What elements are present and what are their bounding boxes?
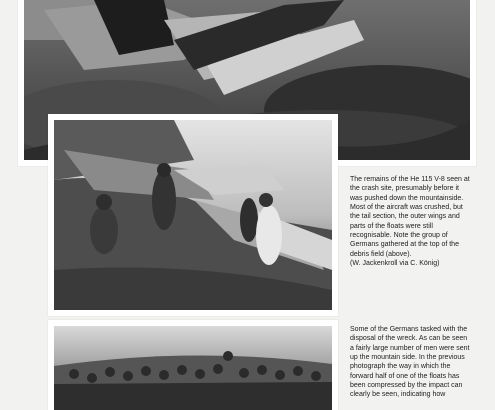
caption-disposal-crew: Some of the Germans tasked with the disposal of the wreck. As can be seen a fairly large number of men were sent up the mountain side. In the previous photograph the way in which the forward half of one of the floats has been compressed by the impact can clearly be seen, indicating how: [350, 326, 470, 399]
photo-crash-site-image: [54, 120, 332, 310]
photo-crash-site: [48, 114, 338, 316]
photo-disposal-crew: [48, 320, 338, 410]
photo-disposal-crew-image: [54, 326, 332, 410]
caption-crash-site: The remains of the He 115 V-8 seen at the crash site, presumably before it was pushed down the mountainside. Most of the aircraft was crushed, but the tail section, the outer wings and parts of the floats were still recognisable. Note the group of Germans gathered at the top of the debris field (above). (W. Jackenkroll via C. König): [350, 176, 470, 268]
